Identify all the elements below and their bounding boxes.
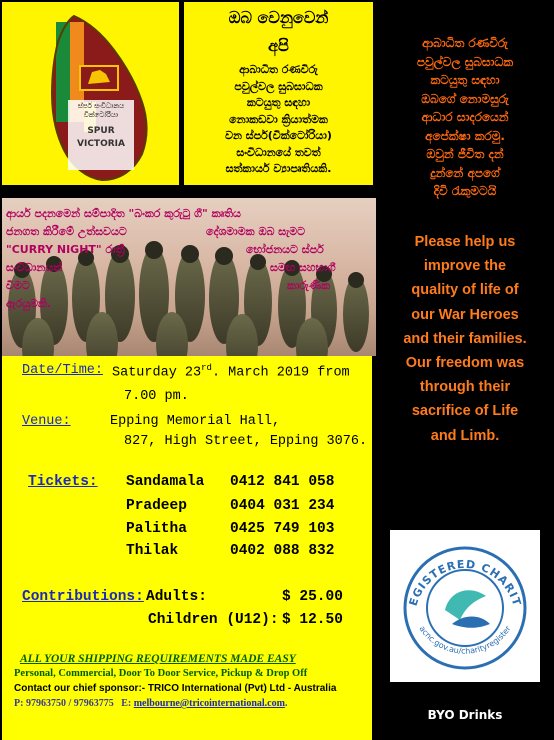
appeal-en-line: improve the — [423, 258, 507, 275]
intro-title-line1: ඔබ වෙනුවෙන් — [228, 8, 329, 27]
event-info-panel — [2, 356, 372, 740]
contributions-label: Contributions: — [22, 589, 144, 605]
sponsor-contact: Contact our chief sponsor:- TRICO International (Pvt) Ltd - Australia — [14, 683, 337, 694]
registered-charity-badge — [390, 530, 540, 682]
adults-label: Adults: — [146, 589, 207, 605]
banner-line6: ඇරයුමකි. — [6, 297, 52, 310]
charity-top-text: EGISTERED CHARIT — [406, 557, 524, 608]
email-label: E: — [121, 698, 132, 709]
org-name-spur: SPUR — [87, 126, 115, 136]
event-date-rest: . March 2019 from — [211, 365, 350, 381]
org-name-victoria: VICTORIA — [77, 139, 125, 149]
banner-line1: ආර්ය පදනමෙන් සම්පාදිත "බංකර කුරුටු ගී" කෘතිය — [6, 207, 241, 220]
appeal-si-line: දිවි රැකුමටයි — [433, 184, 497, 198]
children-label: Children (U12): — [148, 612, 279, 628]
banner-line5b: කාරුණික — [287, 279, 331, 292]
tickets-label: Tickets: — [28, 474, 98, 490]
sponsor-phone-numbers: P: 97963750 / 97963775 — [14, 698, 114, 709]
appeal-en-line: sacrifice of Life — [411, 403, 519, 420]
intro-line: නොකඩවා ක්‍රියාත්මක — [229, 112, 328, 126]
event-date — [112, 363, 350, 381]
map-panel — [2, 2, 179, 185]
adults-price: $ 25.00 — [282, 589, 343, 605]
intro-line: පවුල්වල සුබසාධක — [234, 79, 323, 93]
ticket-contact-phone: 0404 031 234 — [230, 498, 335, 514]
byo-drinks-note: BYO Drinks — [427, 708, 503, 722]
event-date-suffix: rd — [201, 363, 212, 373]
sri-lanka-map-icon — [2, 2, 179, 185]
ticket-contact-phone: 0402 088 832 — [230, 543, 335, 559]
appeal-si-line: පවුල්වල සුබසාධක — [416, 54, 514, 69]
intro-line: කටයුතු සඳහා — [246, 96, 311, 109]
registered-charity-icon — [390, 530, 540, 682]
ticket-contact-phone: 0425 749 103 — [230, 521, 335, 537]
ticket-contact-phone: 0412 841 058 — [230, 474, 335, 490]
venue-label: Venue: — [22, 414, 71, 429]
intro-panel — [184, 2, 373, 185]
venue-line2: 827, High Street, Epping 3076. — [124, 434, 368, 449]
appeal-si-line: ආබාධිත රණවිරු — [422, 36, 508, 50]
venue-line1: Epping Memorial Hall, — [110, 414, 281, 429]
banner-line5a: වීමට — [6, 279, 30, 292]
event-time: 7.00 pm. — [124, 389, 189, 404]
sponsor-phones — [14, 698, 287, 709]
datetime-label: Date/Time: — [22, 363, 104, 378]
banner-line2b: දේශමාමක ඔබ සැමට — [206, 225, 306, 238]
appeal-si-line: ඔබගේ නොමසුරු — [421, 91, 509, 106]
children-price: $ 12.50 — [282, 612, 343, 628]
soldiers-banner — [2, 198, 376, 356]
intro-line: සංවිධානයේ තවත් — [236, 145, 321, 159]
intro-line: සත්කාර්ය ව්‍යාපෘතියකි. — [225, 162, 332, 175]
charity-bottom-text: acnc.gov.au/charityregister — [417, 624, 513, 656]
appeal-en-line: through their — [419, 379, 511, 396]
intro-title-line2: අපි — [268, 36, 289, 55]
svg-text:acnc.gov.au/charityregister — [417, 624, 512, 656]
appeal-si-line: අපේක්ෂා කරමු. — [425, 128, 505, 143]
sponsor-email-link[interactable]: melbourne@tricointernational.com — [133, 698, 285, 709]
appeal-en-line: quality of life of — [411, 282, 519, 299]
banner-line3b: භෝජනයට ස්පර් — [246, 243, 324, 256]
banner-line4a: සංවිධානයත් — [6, 261, 63, 274]
appeal-si-line: ආධාර සාදරයෙන් — [421, 110, 509, 124]
ticket-contact-name: Thilak — [126, 543, 179, 559]
banner-line2a: ජනගත කිරීමේ උත්සවයට — [6, 225, 127, 238]
org-name-si: ස්පර් සංවිධානය වික්ටෝරියා — [77, 102, 125, 119]
ticket-contact-name: Sandamala — [126, 474, 205, 490]
appeal-en-line: our War Heroes — [411, 306, 519, 323]
email-tail: . — [284, 698, 288, 709]
appeal-si-line: දුන්නේ අපගේ — [430, 165, 500, 180]
shipping-heading: ALL YOUR SHIPPING REQUIREMENTS MADE EASY — [20, 653, 296, 665]
intro-line: ආබාධිත රණවිරු — [239, 63, 318, 76]
appeal-en-line: Please help us — [414, 234, 516, 250]
appeal-en-line: Our freedom was — [405, 355, 525, 372]
appeal-si — [384, 34, 546, 201]
appeal-en — [381, 230, 549, 448]
ticket-contact-name: Palitha — [126, 521, 187, 537]
appeal-en-line: and their families. — [403, 330, 527, 347]
ticket-contact-name: Pradeep — [126, 498, 187, 514]
appeal-si-line: ඔවුන් ජීවිත දන් — [426, 147, 504, 161]
banner-line4b: සමඟ සහභාගී — [270, 261, 336, 274]
shipping-services: Personal, Commercial, Door To Door Service, Pickup & Drop Off — [14, 668, 308, 679]
intro-line: වන ස්පර්(වික්ටෝරියා) — [225, 129, 332, 142]
appeal-si-line: කටයුතු සඳහා — [430, 73, 500, 87]
intro-body — [192, 62, 365, 178]
appeal-en-line: and Limb. — [430, 427, 500, 444]
event-date-main: Saturday 23 — [112, 365, 202, 381]
banner-line3a: "CURRY NIGHT" රාත්‍රී — [6, 243, 125, 256]
